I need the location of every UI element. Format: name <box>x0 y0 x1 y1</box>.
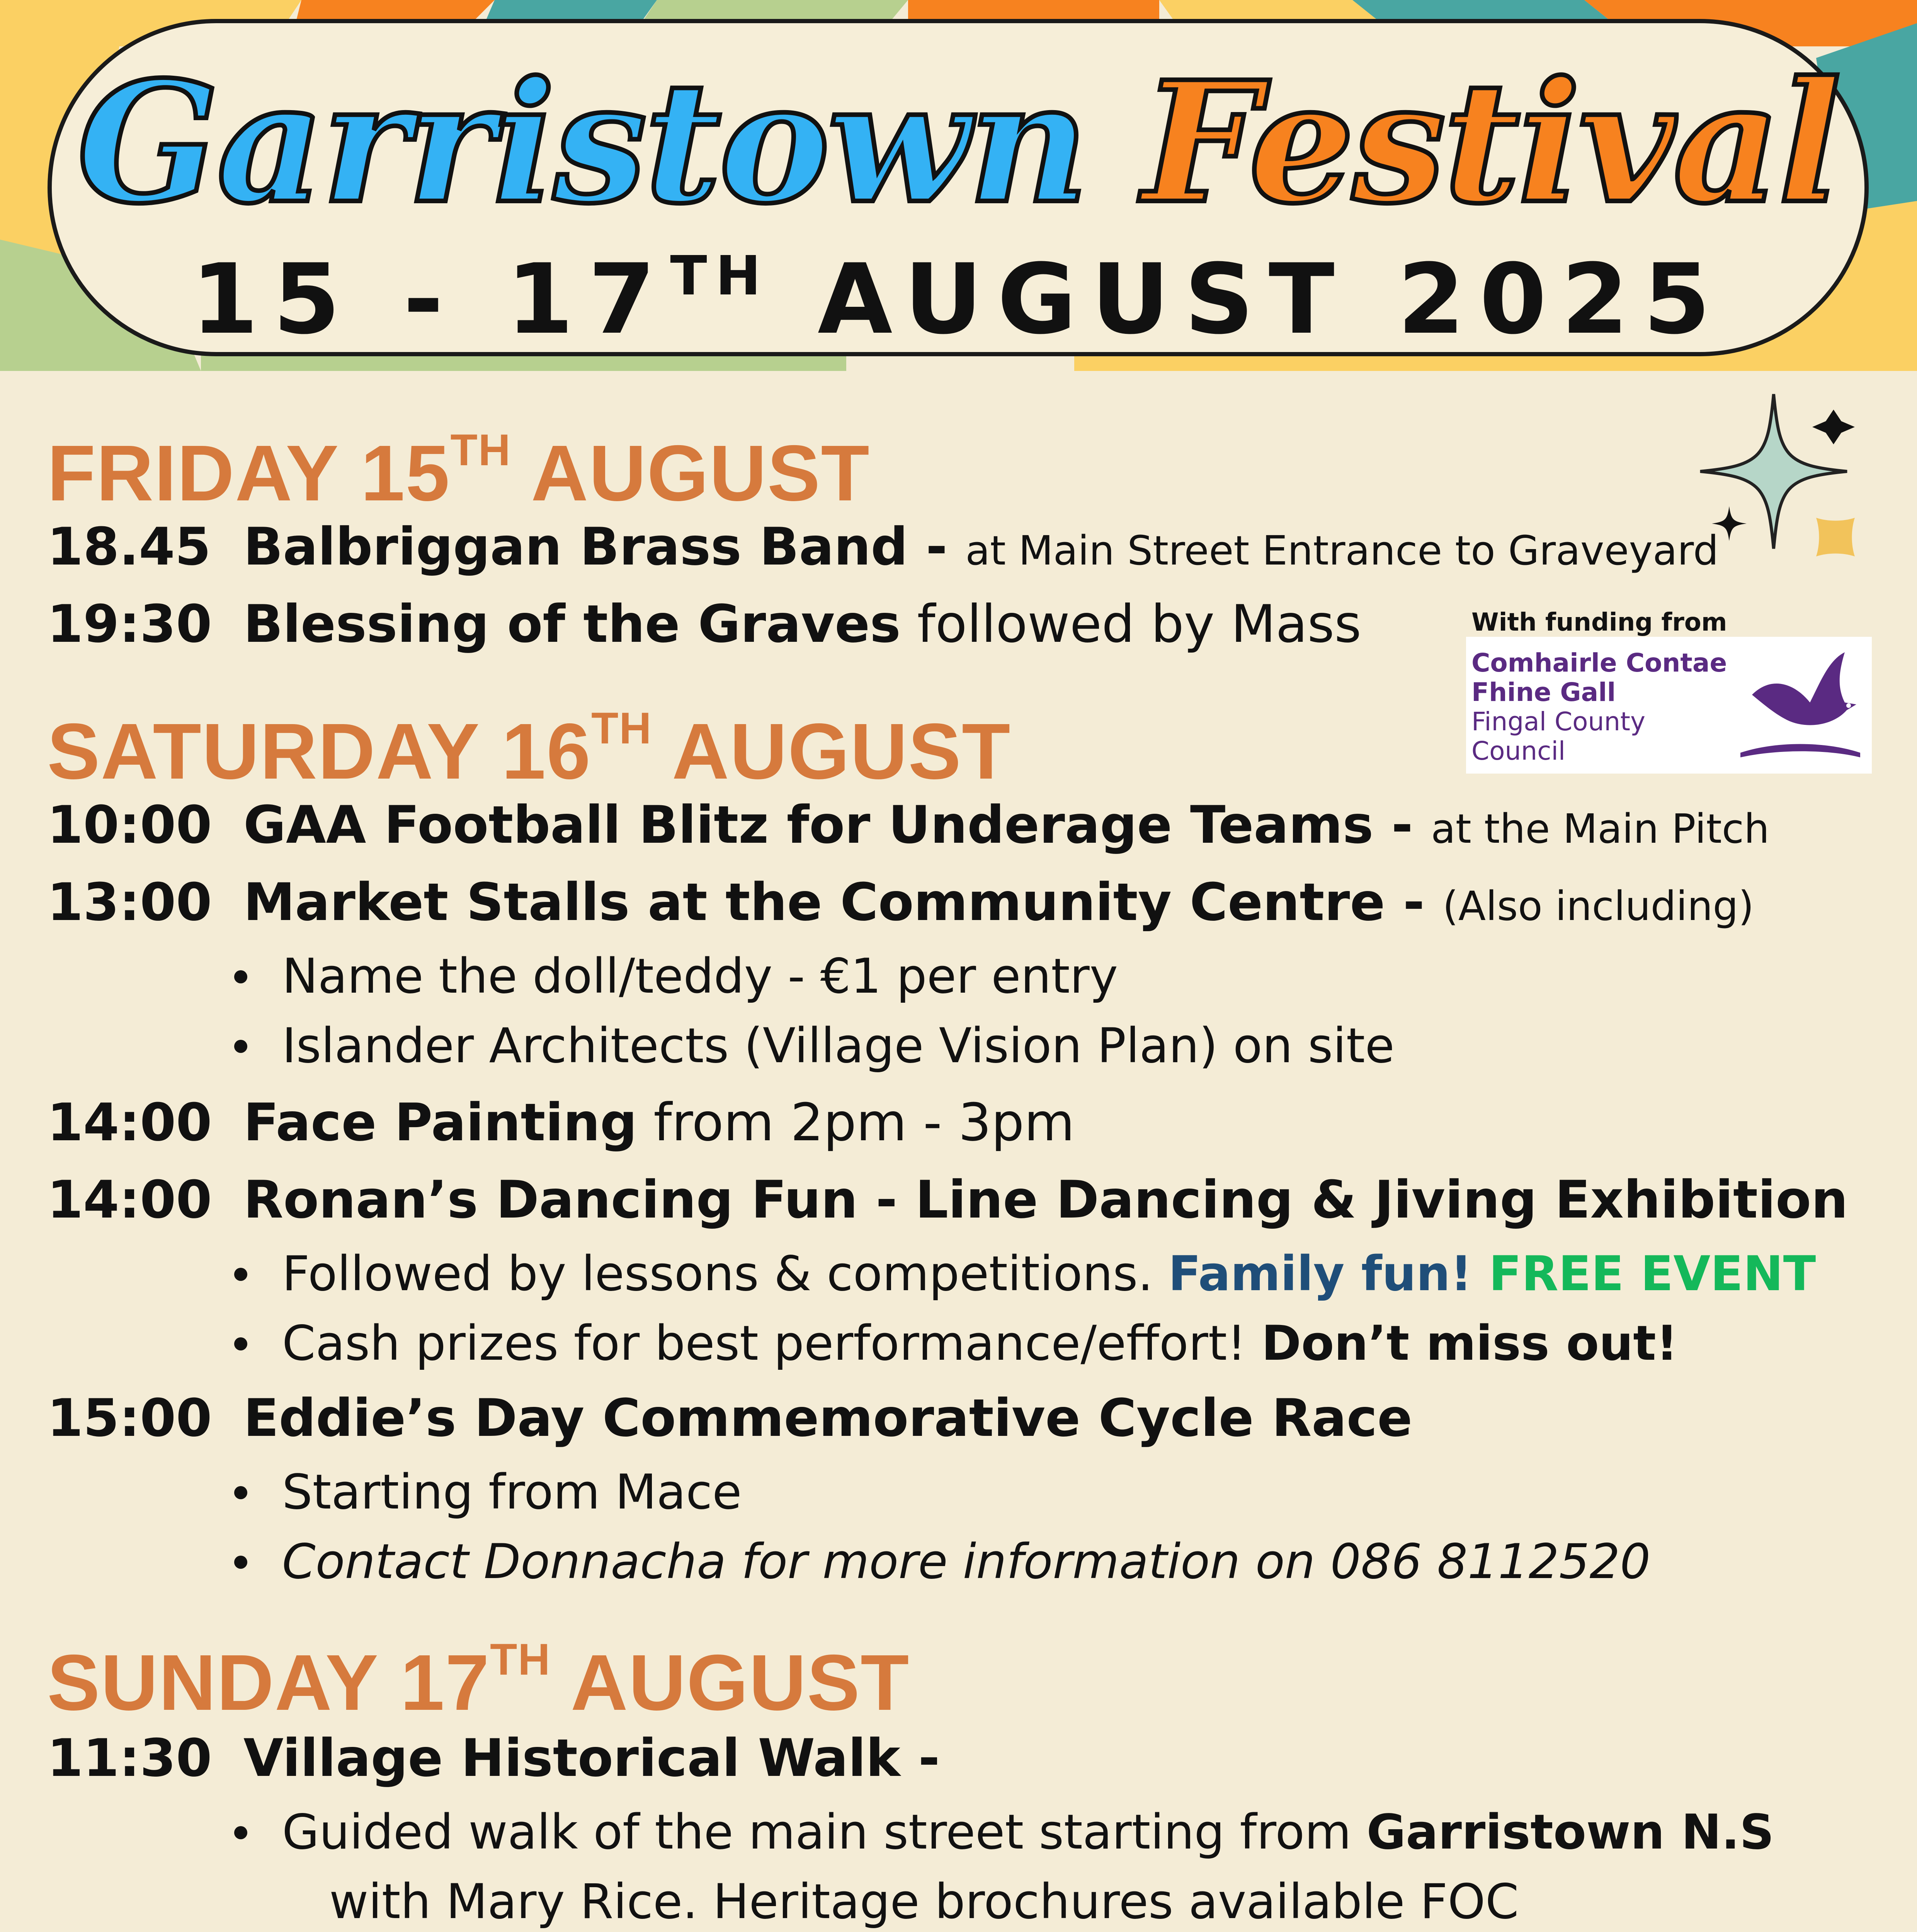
bullet-text: Guided walk of the main street starting from <box>282 1804 1367 1860</box>
bird-icon <box>1729 637 1868 774</box>
title-festival: Festival <box>1142 45 1839 240</box>
sunday-month: AUGUST <box>551 1638 910 1727</box>
bullet-emphasis: Garristown N.S <box>1366 1804 1774 1860</box>
bullet-text: Followed by lessons & competitions. <box>282 1246 1169 1302</box>
saturday-event-2 <box>47 869 1754 939</box>
funding-logo-block <box>1466 604 1872 774</box>
festival-title <box>52 45 1864 240</box>
funding-line-3: Fingal County <box>1471 707 1646 736</box>
saturday-day: SATURDAY 16 <box>47 707 592 796</box>
list-item <box>282 1312 1678 1376</box>
event-title: Blessing of the Graves <box>243 594 901 654</box>
event-title: Market Stalls at the Community Centre - <box>243 872 1443 932</box>
funding-line-4: Council <box>1471 736 1566 766</box>
bullet-text: Starting from Mace <box>282 1464 742 1520</box>
bullet-text: Cash prizes for best performance/effort! <box>282 1316 1262 1371</box>
sunday-sup: TH <box>490 1635 551 1684</box>
event-time: 10:00 <box>47 795 212 855</box>
event-title: Face Painting <box>243 1092 637 1153</box>
event-time: 19:30 <box>47 594 212 654</box>
funding-line-1: Comhairle Contae <box>1471 648 1727 678</box>
event-title: GAA Football Blitz for Underage Teams - <box>243 795 1431 855</box>
event-detail: from 2pm - 3pm <box>637 1092 1075 1153</box>
event-title: Ronan’s Dancing Fun - Line Dancing & Jiving Exhibition <box>243 1170 1848 1230</box>
saturday-event-3 <box>47 1090 1075 1155</box>
saturday-event-4 <box>47 1167 1848 1233</box>
list-item <box>282 1461 742 1524</box>
saturday-event-5 <box>47 1385 1412 1451</box>
friday-event-1 <box>47 514 1719 583</box>
saturday-event-1 <box>47 792 1769 862</box>
friday-heading <box>47 425 870 518</box>
friday-event-2 <box>47 591 1361 657</box>
bullet-text: Name the doll/teddy - €1 per entry <box>282 949 1118 1004</box>
saturday-heading <box>47 704 1011 796</box>
sunday-heading <box>47 1635 910 1727</box>
event-time: 11:30 <box>47 1728 212 1788</box>
event-detail: at the Main Pitch <box>1431 805 1769 852</box>
list-item <box>282 1530 1650 1594</box>
list-item <box>282 945 1118 1009</box>
header-banner <box>48 19 1869 356</box>
funding-line-2: Fhine Gall <box>1471 677 1616 707</box>
highlight-family-fun: Family fun! <box>1168 1246 1489 1302</box>
fingal-council-logo <box>1466 637 1872 774</box>
title-garristown: Garristown <box>77 45 1087 240</box>
event-time: 18.45 <box>47 517 211 577</box>
festival-date <box>52 243 1864 355</box>
event-detail: (Also including) <box>1442 883 1754 930</box>
saturday-month: AUGUST <box>652 707 1011 796</box>
event-title: Village Historical Walk - <box>243 1728 940 1788</box>
event-time: 14:00 <box>47 1092 212 1153</box>
event-detail: at Main Street Entrance to Graveyard <box>965 527 1719 574</box>
friday-month: AUGUST <box>511 429 870 517</box>
bullet-emphasis: Don’t miss out! <box>1261 1316 1678 1371</box>
sunday-event-1 <box>47 1725 940 1791</box>
event-time: 15:00 <box>47 1388 212 1448</box>
date-days: 15 - 17 <box>191 243 670 355</box>
bullet-text: with Mary Rice. Heritage brochures available FOC <box>329 1874 1519 1930</box>
event-time: 14:00 <box>47 1170 212 1230</box>
free-event-badge: FREE EVENT <box>1488 1246 1816 1302</box>
date-month-year: AUGUST 2025 <box>817 243 1725 355</box>
bullet-text: Islander Architects (Village Vision Plan) on site <box>282 1018 1395 1074</box>
friday-day: FRIDAY 15 <box>47 429 451 517</box>
list-item <box>282 1014 1395 1078</box>
event-time: 13:00 <box>47 872 212 932</box>
sunday-day: SUNDAY 17 <box>47 1638 490 1727</box>
fingal-council-text <box>1471 648 1727 766</box>
event-title: Balbriggan Brass Band - <box>243 517 966 577</box>
list-item <box>282 1242 1816 1306</box>
funding-label: With funding from <box>1471 608 1727 637</box>
list-item <box>282 1801 1774 1864</box>
friday-sup: TH <box>450 425 511 475</box>
list-item-continuation <box>329 1870 1519 1932</box>
saturday-sup: TH <box>591 704 652 753</box>
date-suffix: TH <box>670 245 769 308</box>
event-title: Eddie’s Day Commemorative Cycle Race <box>243 1388 1413 1448</box>
event-detail: followed by Mass <box>900 594 1362 654</box>
bullet-text: Contact Donnacha for more information on 086 8112520 <box>282 1534 1651 1590</box>
